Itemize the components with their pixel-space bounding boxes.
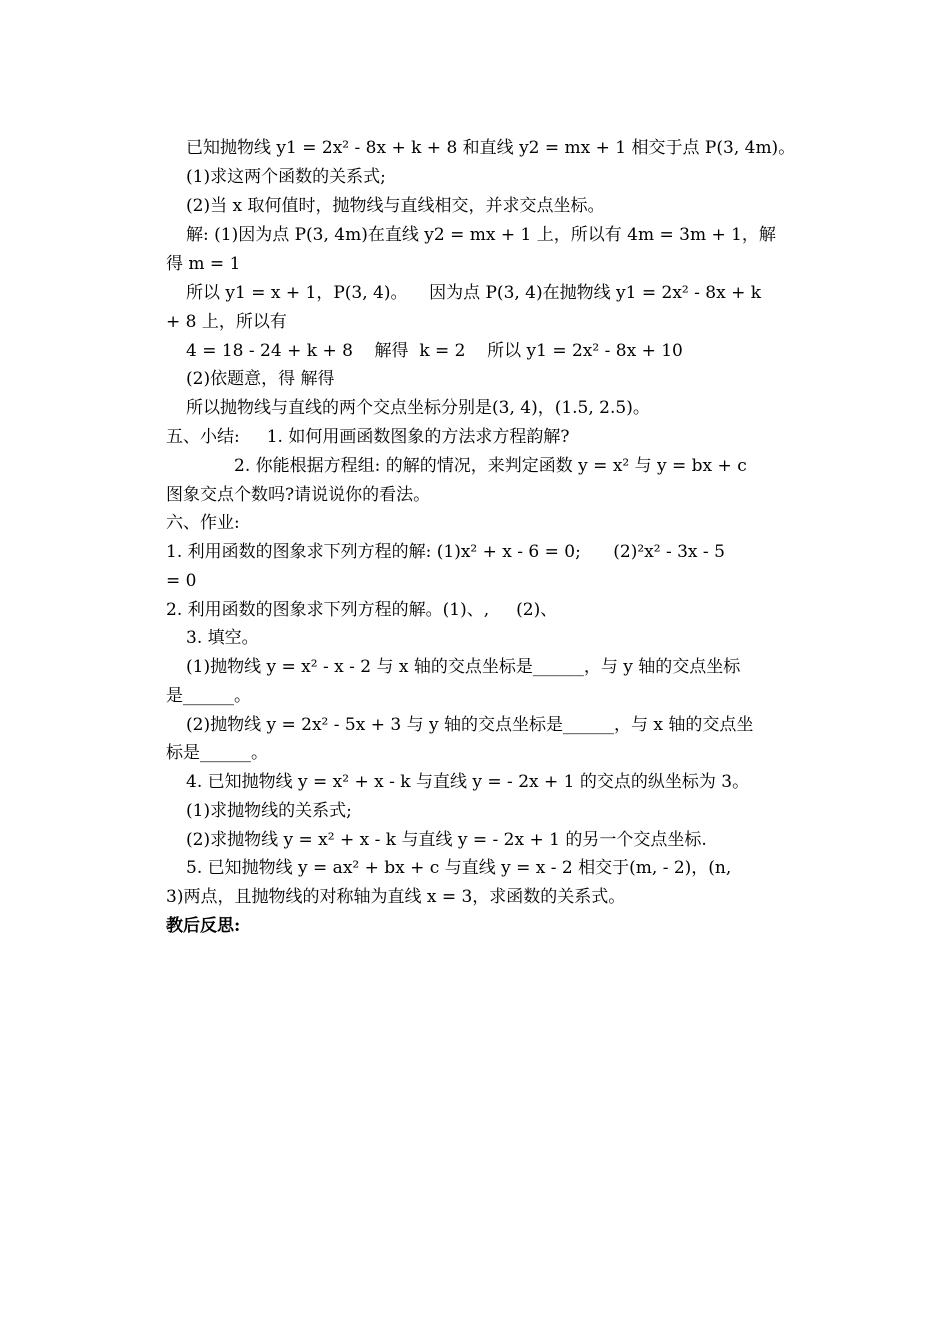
homework-item	[0, 741, 950, 765]
question-2	[0, 194, 950, 218]
text-line: 解: (1)因为点 P(3, 4m)在直线 y2 = mx + 1 上，所以有 4m = 3m + 1，解	[186, 225, 776, 245]
homework-item	[0, 713, 950, 737]
homework-item	[0, 626, 950, 650]
question-1	[0, 165, 950, 189]
text-line: 2. 你能根据方程组: 的解的情况，来判定函数 y = x² 与 y = bx + c	[234, 456, 747, 476]
text-line: (2)抛物线 y = 2x² - 5x + 3 与 y 轴的交点坐标是______，与 x 轴的交点坐	[186, 715, 754, 735]
homework-item	[0, 856, 950, 880]
solution-line	[0, 310, 950, 334]
solution-line	[0, 339, 950, 363]
homework-item	[0, 569, 950, 593]
text-line: 4 = 18 - 24 + k + 8 解得 k = 2 所以 y1 = 2x² - 8x + 10	[186, 341, 683, 361]
homework-item	[0, 598, 950, 622]
homework-item	[0, 770, 950, 794]
text-line: 五、小结: 1. 如何用画函数图象的方法求方程韵解?	[166, 427, 570, 447]
solution-line	[0, 281, 950, 305]
text-line: (2)当 x 取何值时，抛物线与直线相交，并求交点坐标。	[186, 196, 605, 216]
reflection-heading	[0, 914, 950, 938]
solution-line	[0, 252, 950, 276]
text-line: 是______。	[166, 686, 251, 706]
text-line: 六、作业:	[166, 513, 240, 533]
solution-line	[0, 367, 950, 391]
text-line: (1)求这两个函数的关系式;	[186, 167, 386, 187]
text-line: + 8 上，所以有	[166, 312, 287, 332]
text-line: 3. 填空。	[186, 628, 259, 648]
text-line: 3)两点，且抛物线的对称轴为直线 x = 3，求函数的关系式。	[166, 887, 626, 907]
homework-item	[0, 655, 950, 679]
text-line: (1)抛物线 y = x² - x - 2 与 x 轴的交点坐标是______，与 y 轴的交点坐标	[186, 657, 741, 677]
text-line: 1. 利用函数的图象求下列方程的解: (1)x² + x - 6 = 0; (2)²x² - 3x - 5	[166, 542, 725, 562]
text-line: 5. 已知抛物线 y = ax² + bx + c 与直线 y = x - 2 相交于(m, - 2)，(n,	[186, 858, 732, 878]
homework-item	[0, 799, 950, 823]
text-line: 2. 利用函数的图象求下列方程的解。(1)、, (2)、	[166, 600, 558, 620]
text-line: 教后反思:	[166, 916, 241, 936]
text-line: (2)求抛物线 y = x² + x - k 与直线 y = - 2x + 1 的另一个交点坐标.	[186, 830, 707, 850]
text-line: 得 m = 1	[166, 254, 241, 274]
text-line: 已知抛物线 y1 = 2x² - 8x + k + 8 和直线 y2 = mx + 1 相交于点 P(3, 4m)。	[186, 138, 796, 158]
solution-line	[0, 396, 950, 420]
text-line: (2)依题意，得 解得	[186, 369, 335, 389]
solution-line	[0, 223, 950, 247]
problem-statement	[0, 136, 950, 160]
text-line: 图象交点个数吗?请说说你的看法。	[166, 485, 431, 505]
text-line: 4. 已知抛物线 y = x² + x - k 与直线 y = - 2x + 1 的交点的纵坐标为 3。	[186, 772, 750, 792]
text-line: 所以 y1 = x + 1，P(3, 4)。 因为点 P(3, 4)在抛物线 y1 = 2x² - 8x + k	[186, 283, 762, 303]
homework-item	[0, 828, 950, 852]
homework-item	[0, 885, 950, 909]
section-homework	[0, 511, 950, 535]
text-line: = 0	[166, 571, 197, 591]
section-summary	[0, 425, 950, 449]
summary-item	[0, 454, 950, 478]
text-line: (1)求抛物线的关系式;	[186, 801, 352, 821]
homework-item	[0, 540, 950, 564]
text-line: 所以抛物线与直线的两个交点坐标分别是(3, 4)，(1.5, 2.5)。	[186, 398, 650, 418]
homework-item	[0, 684, 950, 708]
text-line: 标是______。	[166, 743, 268, 763]
summary-item	[0, 483, 950, 507]
